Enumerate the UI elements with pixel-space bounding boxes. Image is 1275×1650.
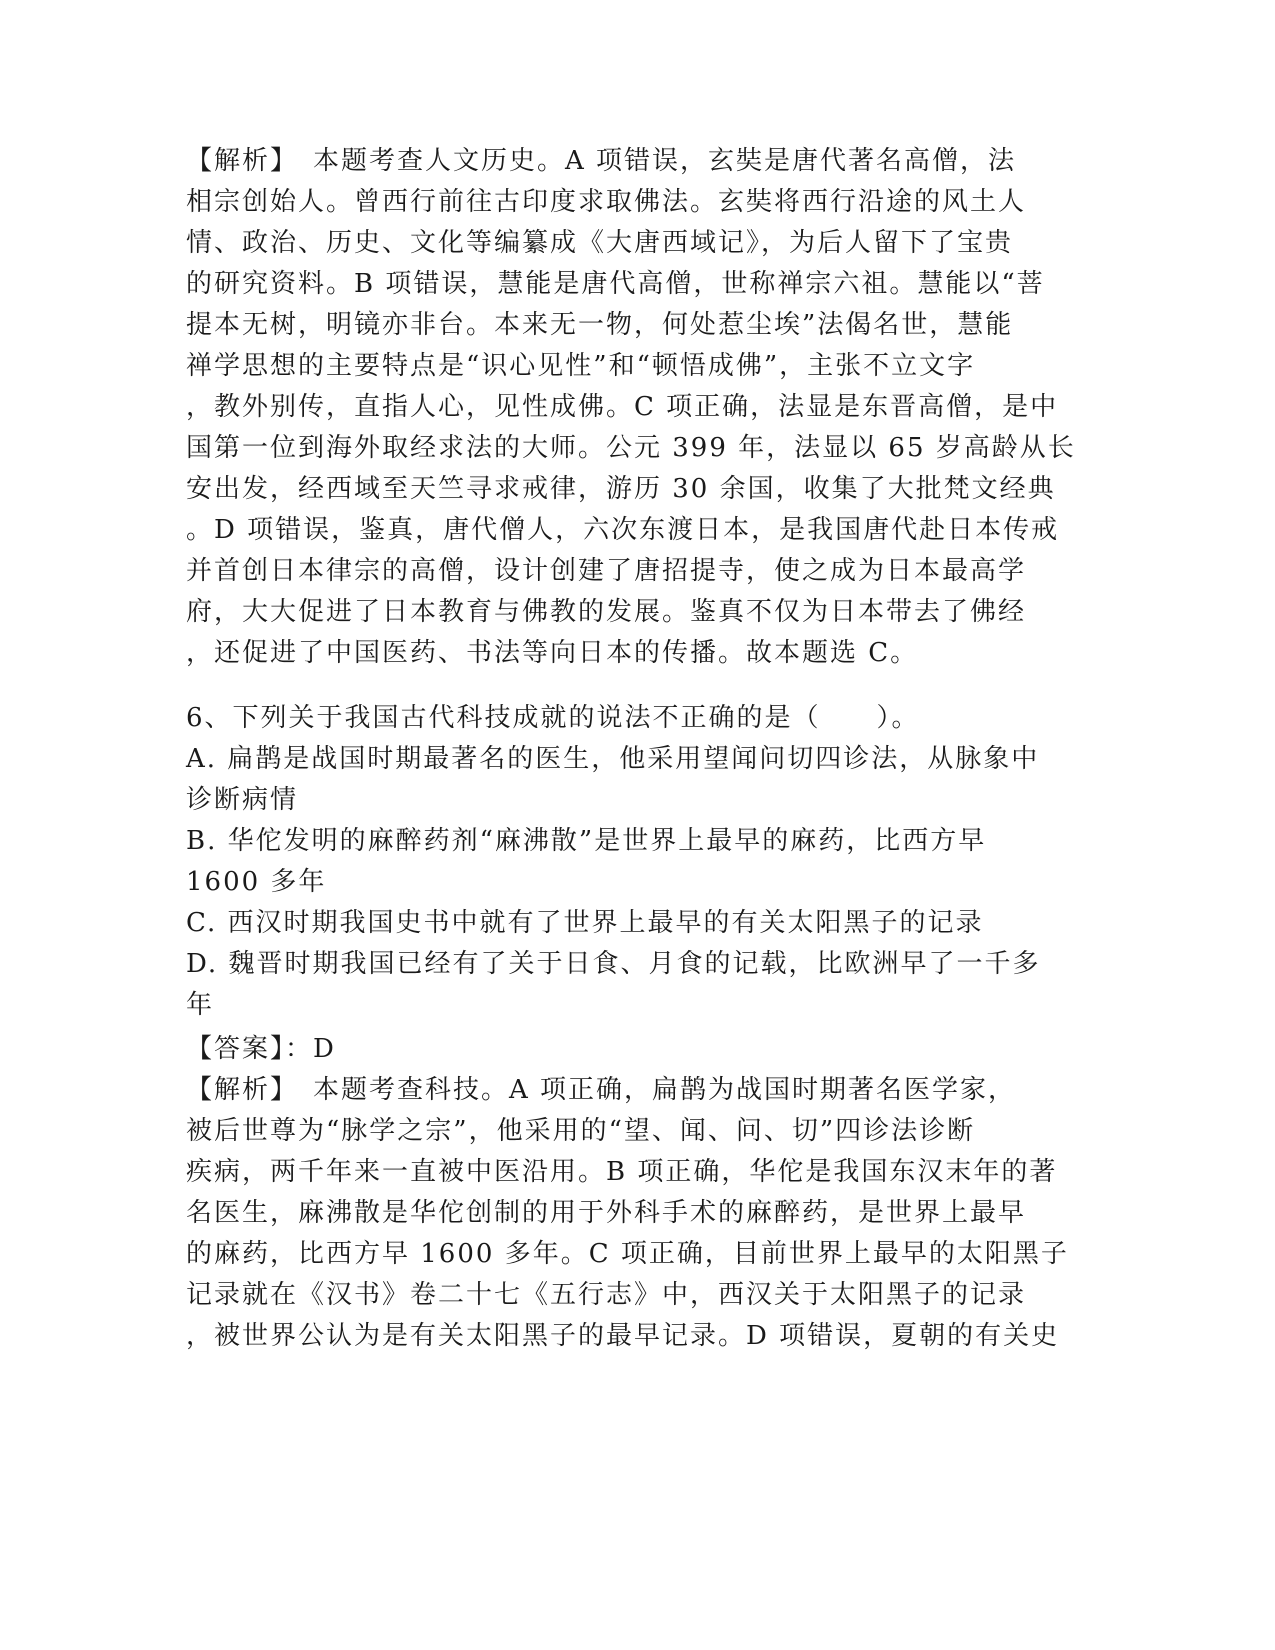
answer-line: 【答案】：D xyxy=(186,1034,336,1064)
analysis-line: 相宗创始人。曾西行前往古印度求取佛法。玄奘将西行沿途的风土人 xyxy=(186,187,1027,217)
analysis-line: ，被世界公认为是有关太阳黑子的最早记录。D 项错误，夏朝的有关史 xyxy=(186,1321,1060,1351)
analysis-line: 情、政治、历史、文化等编纂成《大唐西域记》，为后人留下了宝贵 xyxy=(186,228,1014,258)
analysis-line: 安出发，经西域至天竺寻求戒律，游历 30 余国，收集了大批梵文经典 xyxy=(186,474,1056,504)
analysis-line: 记录就在《汉书》卷二十七《五行志》中，西汉关于太阳黑子的记录 xyxy=(186,1280,1027,1310)
analysis-line: 【解析】 本题考查科技。A 项正确，扁鹊为战国时期著名医学家， xyxy=(186,1075,1017,1105)
analysis-line: 被后世尊为“脉学之宗”，他采用的“望、闻、问、切”四诊法诊断 xyxy=(186,1116,976,1146)
analysis-line: 禅学思想的主要特点是“识心见性”和“顿悟成佛”，主张不立文字 xyxy=(186,351,976,381)
analysis-line: 的研究资料。B 项错误，慧能是唐代高僧，世称禅宗六祖。慧能以“菩 xyxy=(186,269,1045,299)
option-a-continued: 诊断病情 xyxy=(186,785,299,815)
question-stem: 6、下列关于我国古代科技成就的说法不正确的是（ ）。 xyxy=(186,703,920,733)
option-c: C. 西汉时期我国史书中就有了世界上最早的有关太阳黑子的记录 xyxy=(186,908,984,938)
option-d: D. 魏晋时期我国已经有了关于日食、月食的记载，比欧洲早了一千多 xyxy=(186,949,1041,979)
analysis-line: 名医生，麻沸散是华佗创制的用于外科手术的麻醉药，是世界上最早 xyxy=(186,1198,1027,1228)
option-a: A. 扁鹊是战国时期最著名的医生，他采用望闻问切四诊法，从脉象中 xyxy=(186,744,1040,774)
analysis-line: ，还促进了中国医药、书法等向日本的传播。故本题选 C。 xyxy=(186,638,919,668)
analysis-line: 疾病，两千年来一直被中医沿用。B 项正确，华佗是我国东汉末年的著 xyxy=(186,1157,1058,1187)
analysis-line: 的麻药，比西方早 1600 多年。C 项正确，目前世界上最早的太阳黑子 xyxy=(186,1239,1069,1269)
analysis-line: ，教外别传，直指人心，见性成佛。C 项正确，法显是东晋高僧，是中 xyxy=(186,392,1059,422)
analysis-line: 并首创日本律宗的高僧，设计创建了唐招提寺，使之成为日本最高学 xyxy=(186,556,1027,586)
analysis-line: 府，大大促进了日本教育与佛教的发展。鉴真不仅为日本带去了佛经 xyxy=(186,597,1027,627)
option-d-continued: 年 xyxy=(186,990,215,1020)
analysis-line: 国第一位到海外取经求法的大师。公元 399 年，法显以 65 岁高龄从长 xyxy=(186,433,1076,463)
analysis-line: 提本无树，明镜亦非台。本来无一物，何处惹尘埃”法偈名世，慧能 xyxy=(186,310,1014,340)
option-b: B. 华佗发明的麻醉药剂“麻沸散”是世界上最早的麻药，比西方早 xyxy=(186,826,987,856)
option-b-continued: 1600 多年 xyxy=(186,867,327,897)
analysis-line: 。D 项错误，鉴真，唐代僧人，六次东渡日本，是我国唐代赴日本传戒 xyxy=(186,515,1060,545)
analysis-line: 【解析】 本题考查人文历史。A 项错误，玄奘是唐代著名高僧，法 xyxy=(186,146,1017,176)
